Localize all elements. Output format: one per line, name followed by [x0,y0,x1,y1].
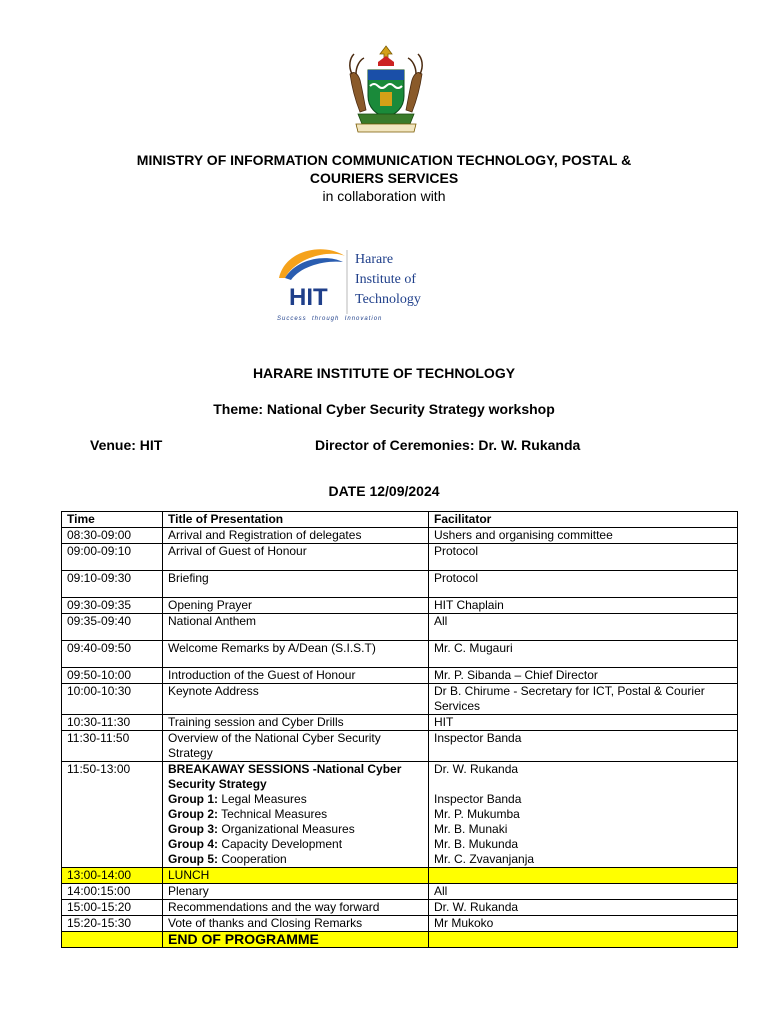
row-title: Arrival and Registration of delegates [163,528,429,544]
row-title: Vote of thanks and Closing Remarks [163,916,429,932]
table-row [62,641,738,668]
row-title: Overview of the National Cyber Security Strategy [163,731,429,762]
table-row [62,668,738,684]
row-facilitator: All [429,884,738,900]
hit-logo [275,222,427,328]
group-topic: Legal Measures [218,792,307,806]
table-header-row [62,512,738,528]
row-facilitator: Dr B. Chirume - Secretary for ICT, Postal & Courier Services [429,684,738,715]
group-facilitator: Inspector Banda [434,792,522,806]
header-time: Time [62,512,163,528]
row-title: Plenary [163,884,429,900]
group-line [168,807,423,822]
table-row [62,684,738,715]
row-time: 15:00-15:20 [62,900,163,916]
ministry-title-line1: MINISTRY OF INFORMATION COMMUNICATION TECHNOLOGY, POSTAL & [136,152,632,168]
row-title: Briefing [163,571,429,598]
table-row [62,598,738,614]
row-facilitator: HIT [429,715,738,731]
group-label: Group 2: [168,807,218,821]
header-facilitator: Facilitator [429,512,738,528]
theme-line: Theme: National Cyber Security Strategy workshop [213,401,555,417]
table-row [62,916,738,932]
row-facilitator: HIT Chaplain [429,598,738,614]
row-time: 10:30-11:30 [62,715,163,731]
table-row [62,614,738,641]
breakaway-title-cell [163,762,429,868]
venue-line: Venue: HIT [90,437,163,453]
table-row [62,900,738,916]
group-line [168,822,423,837]
row-facilitator: Protocol [429,544,738,571]
date-line: DATE 12/09/2024 [328,483,440,499]
row-facilitator: Dr. W. Rukanda [429,900,738,916]
row-time: 10:00-10:30 [62,684,163,715]
row-facilitator: Mr. C. Mugauri [429,641,738,668]
group-facilitator: Mr. B. Mukunda [434,837,519,851]
table-row [62,528,738,544]
row-facilitator [429,868,738,884]
director-line: Director of Ceremonies: Dr. W. Rukanda [315,437,581,453]
group-label: Group 4: [168,837,218,851]
logo-tagline: Success through Innovation [277,316,383,322]
group-line [168,837,423,852]
logo-name-line3: Technology [355,292,421,307]
row-facilitator: Dr. W. Rukanda [434,762,519,776]
row-title: Opening Prayer [163,598,429,614]
row-time: 14:00:15:00 [62,884,163,900]
table-row [62,731,738,762]
row-facilitator: Mr Mukoko [429,916,738,932]
row-title: LUNCH [163,868,429,884]
row-time: 11:30-11:50 [62,731,163,762]
group-line [168,792,423,807]
programme-table [61,511,738,948]
row-facilitator: Protocol [429,571,738,598]
institute-title: HARARE INSTITUTE OF TECHNOLOGY [252,365,516,381]
row-title: Introduction of the Guest of Honour [163,668,429,684]
row-time: 08:30-09:00 [62,528,163,544]
group-facilitator: Mr. P. Mukumba [434,807,520,821]
table-row [62,571,738,598]
group-facilitator: Mr. B. Munaki [434,822,508,836]
table-row [62,544,738,571]
row-time: 09:50-10:00 [62,668,163,684]
row-time [62,932,163,948]
row-time: 09:30-09:35 [62,598,163,614]
group-line [168,852,423,867]
group-label: Group 5: [168,852,218,866]
group-label: Group 3: [168,822,218,836]
logo-name-line2: Institute of [355,272,417,287]
coat-of-arms-icon [340,44,432,136]
row-facilitator [429,932,738,948]
row-title: Keynote Address [163,684,429,715]
ministry-title-line2: COURIERS SERVICES [309,170,459,186]
logo-name-line1: Harare [355,252,394,267]
breakaway-facilitator-cell [429,762,738,868]
row-title: Welcome Remarks by A/Dean (S.I.S.T) [163,641,429,668]
table-row [62,884,738,900]
group-topic: Cooperation [218,852,287,866]
breakaway-title: BREAKAWAY SESSIONS -National Cyber Security Strategy [168,762,402,791]
table-row-end [62,932,738,948]
group-topic: Capacity Development [218,837,343,851]
row-facilitator: Inspector Banda [429,731,738,762]
header-title: Title of Presentation [163,512,429,528]
row-time: 09:35-09:40 [62,614,163,641]
row-title: Training session and Cyber Drills [163,715,429,731]
table-row-breakaway [62,762,738,868]
group-topic: Technical Measures [218,807,328,821]
group-topic: Organizational Measures [218,822,355,836]
row-time: 13:00-14:00 [62,868,163,884]
row-time: 09:40-09:50 [62,641,163,668]
row-time: 09:00-09:10 [62,544,163,571]
table-row-lunch [62,868,738,884]
row-title: National Anthem [163,614,429,641]
end-of-programme: END OF PROGRAMME [163,932,429,948]
group-label: Group 1: [168,792,218,806]
row-time: 11:50-13:00 [62,762,163,868]
row-title: Recommendations and the way forward [163,900,429,916]
group-facilitator: Mr. C. Zvavanjanja [434,852,535,866]
row-title: Arrival of Guest of Honour [163,544,429,571]
row-time: 15:20-15:30 [62,916,163,932]
row-facilitator: All [429,614,738,641]
row-facilitator: Ushers and organising committee [429,528,738,544]
row-facilitator: Mr. P. Sibanda – Chief Director [429,668,738,684]
hit-abbr: HIT [289,284,328,311]
collaboration-text: in collaboration with [322,188,446,204]
table-row [62,715,738,731]
row-time: 09:10-09:30 [62,571,163,598]
